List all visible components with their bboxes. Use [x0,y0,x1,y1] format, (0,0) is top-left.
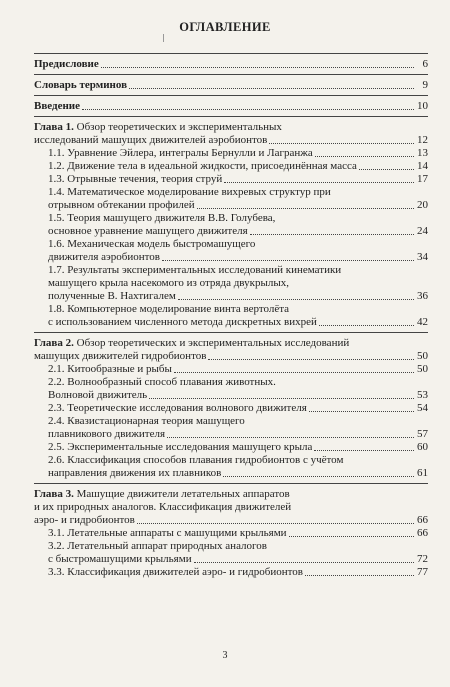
entry-page: 6 [422,58,428,70]
toc-section-entry[interactable] [34,415,428,441]
leader-dots [178,299,414,300]
leader-dots [305,575,414,576]
entry-text: 1.6. Механическая модель быстромашущего [48,238,256,250]
entry-text: с быстромашущими крыльями [48,553,192,565]
entry-page: 34 [417,251,428,263]
leader-dots [197,208,414,209]
leader-dots [162,260,414,261]
leader-dots [223,476,414,477]
leader-dots [359,169,414,170]
leader-dots [101,67,414,68]
toc-chapter-entry[interactable] [34,121,428,147]
leader-dots [167,437,414,438]
entry-page: 17 [417,173,428,185]
entry-page: 50 [417,363,428,375]
toc-front-entry[interactable] [34,58,428,71]
leader-dots [137,523,414,524]
entry-page: 60 [417,441,428,453]
entry-text: основное уравнение машущего движителя [48,225,248,237]
page-number: 3 [222,650,228,661]
entry-text: Волновой движитель [48,389,148,401]
toc-section-entry[interactable] [34,454,428,480]
separator-line [34,332,428,333]
toc-front-entry[interactable] [34,100,428,113]
table-of-contents [34,50,428,579]
entry-text: исследований машущих движителей аэробионтов [34,134,268,146]
chapter-number: Глава 2. [34,337,74,349]
leader-dots [82,109,414,110]
toc-section-entry[interactable] [34,160,428,173]
toc-section-entry[interactable] [34,402,428,415]
leader-dots [194,562,414,563]
entry-page: 72 [417,553,428,565]
entry-page: 13 [417,147,428,159]
entry-text: 2.3. Теоретические исследования волнового движителя [48,402,307,414]
entry-text: движителя аэробионтов [48,251,160,263]
leader-dots [250,234,414,235]
entry-text: отрывном обтекании профилей [48,199,195,211]
entry-page: 9 [422,79,428,91]
entry-page: 42 [417,316,428,328]
entry-page: 36 [417,290,428,302]
entry-text: 2.1. Китообразные и рыбы [48,363,172,375]
entry-text: 1.7. Результаты экспериментальных исследований кинематики [48,264,342,276]
entry-page: 50 [417,350,428,362]
entry-page: 10 [417,100,428,112]
separator-line [34,53,428,54]
chapter-number: Глава 3. [34,488,74,500]
toc-section-entry[interactable] [34,527,428,540]
toc-section-entry[interactable] [34,264,428,303]
chapter-number: Глава 1. [34,121,74,133]
entry-page: 66 [417,514,428,526]
toc-chapter-entry[interactable] [34,488,428,527]
entry-page: 14 [417,160,428,172]
entry-text: Словарь терминов [34,79,128,91]
entry-page: 54 [417,402,428,414]
toc-section-entry[interactable] [34,540,428,566]
entry-text: 3.2. Летательный аппарат природных аналогов [48,540,267,552]
toc-section-entry[interactable] [34,238,428,264]
page-title: ОГЛАВЛЕНИЕ [179,20,271,34]
entry-text: 3.3. Классификация движителей аэро- и гидробионтов [48,566,304,578]
entry-text: 1.5. Теория машущего движителя В.В. Голубева, [48,212,276,224]
entry-page: 61 [417,467,428,479]
separator-line [34,483,428,484]
leader-dots [315,156,414,157]
entry-page: 24 [417,225,428,237]
entry-text: 1.1. Уравнение Эйлера, интегралы Бернулли и Лагранжа [48,147,313,159]
entry-text: 1.3. Отрывные течения, теория струй [48,173,223,185]
entry-text: 3.1. Летательные аппараты с машущими крыльями [48,527,287,539]
separator-line [34,116,428,117]
toc-section-entry[interactable] [34,147,428,160]
entry-text: 1.8. Компьютерное моделирование винта вертолёта [48,303,290,315]
toc-section-entry[interactable] [34,173,428,186]
toc-section-entry[interactable] [34,376,428,402]
leader-dots [314,450,414,451]
entry-text: полученные В. Нахтигалем [48,290,176,302]
entry-page: 53 [417,389,428,401]
leader-dots [149,398,414,399]
entry-text: Обзор теоретических и экспериментальных [76,121,282,133]
entry-text: 1.2. Движение тела в идеальной жидкости, присоединённая масса [48,160,357,172]
toc-section-entry[interactable] [34,566,428,579]
entry-text: 1.4. Математическое моделирование вихревых структур при [48,186,331,198]
leader-dots [319,325,414,326]
entry-text: машущего крыла насекомого из отряда двукрылых, [48,277,289,289]
leader-dots [309,411,414,412]
leader-dots [289,536,414,537]
entry-text: 2.5. Экспериментальные исследования машущего крыла [48,441,313,453]
leader-dots [269,143,414,144]
toc-section-entry[interactable] [34,303,428,329]
entry-page: 20 [417,199,428,211]
toc-section-entry[interactable] [34,441,428,454]
leader-dots [129,88,414,89]
toc-front-entry[interactable] [34,79,428,92]
entry-text: Введение [34,100,81,112]
entry-page: 77 [417,566,428,578]
entry-text: аэро- и гидробионтов [34,514,135,526]
entry-text: с использованием численного метода дискретных вихрей [48,316,317,328]
entry-text: 2.4. Квазистационарная теория машущего [48,415,245,427]
toc-section-entry[interactable] [34,212,428,238]
entry-text: и их природных аналогов. Классификация движителей [34,501,292,513]
separator-line [34,74,428,75]
leader-dots [208,359,414,360]
entry-page: 57 [417,428,428,440]
toc-section-entry[interactable] [34,363,428,376]
scan-mark [163,34,164,42]
leader-dots [174,372,414,373]
entry-text: плавникового движителя [48,428,166,440]
entry-text: Обзор теоретических и экспериментальных исследований [76,337,350,349]
entry-text: 2.2. Волнообразный способ плавания животных. [48,376,276,388]
toc-section-entry[interactable] [34,186,428,212]
separator-line [34,95,428,96]
toc-chapter-entry[interactable] [34,337,428,363]
entry-page: 12 [417,134,428,146]
entry-page: 66 [417,527,428,539]
leader-dots [224,182,414,183]
entry-text: Предисловие [34,58,99,70]
entry-text: Машущие движители летательных аппаратов [76,488,290,500]
entry-text: машущих движителей гидробионтов [34,350,207,362]
entry-text: направления движения их плавников [48,467,222,479]
entry-text: 2.6. Классификация способов плавания гидробионтов с учётом [48,454,344,466]
